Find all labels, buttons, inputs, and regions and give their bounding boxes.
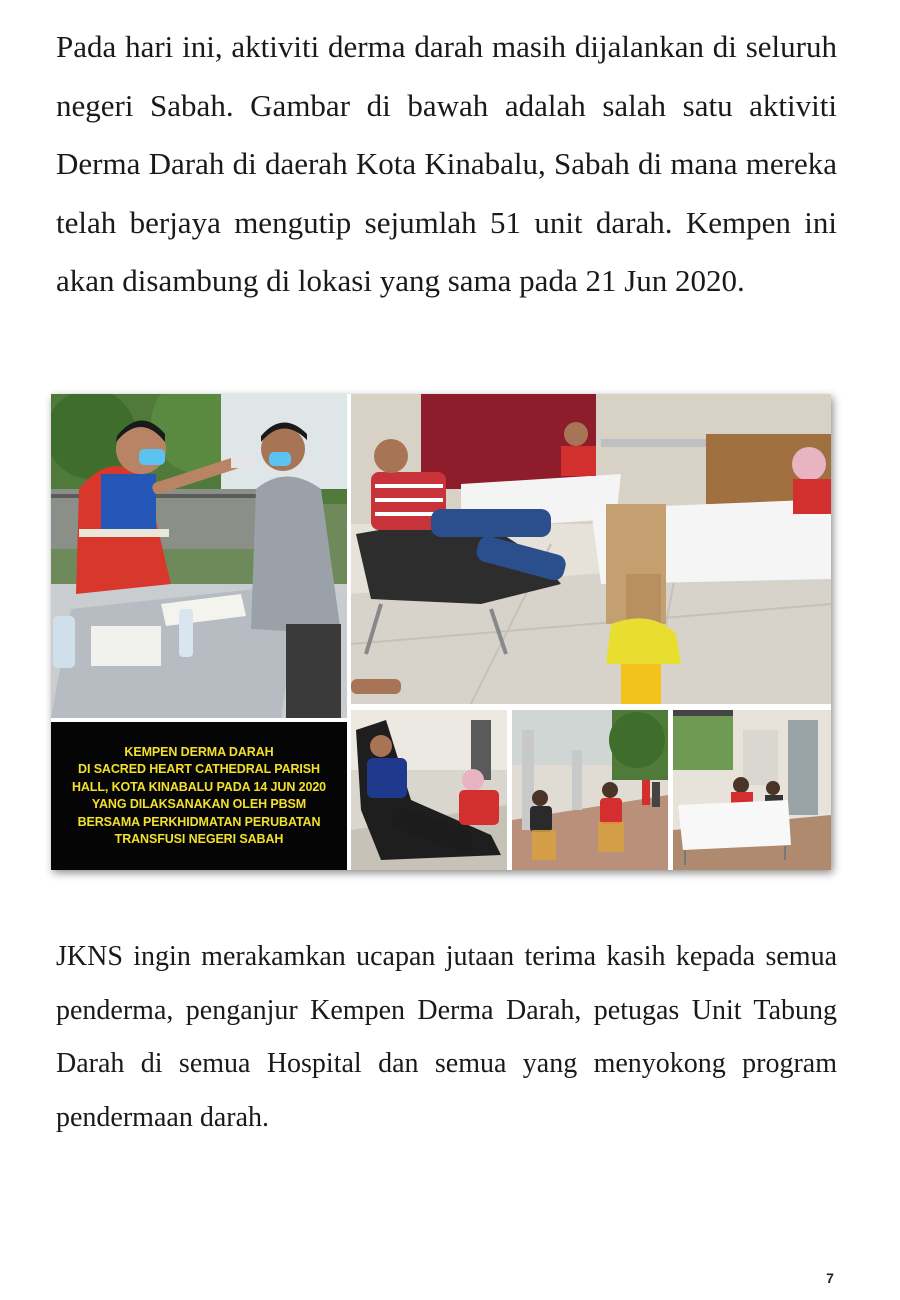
donation-hall-photo <box>351 394 831 704</box>
registration-table-photo <box>673 710 831 870</box>
thanks-paragraph: JKNS ingin merakamkan ucapan jutaan terima kasih kepada semua penderma, penganjur Kempen Derma Darah, petugas Unit Tabung Darah di semua Hospital dan semua yang menyokong program pendermaan darah. <box>56 941 837 1133</box>
photo-collage <box>51 394 831 870</box>
caption-box <box>51 722 347 870</box>
temperature-screening-photo <box>51 394 347 718</box>
donor-on-chair-photo <box>351 710 507 870</box>
page-number: 7 <box>826 1270 834 1286</box>
waiting-area-photo <box>512 710 668 870</box>
caption-text: KEMPEN DERMA DARAH DI SACRED HEART CATHEDRAL PARISH HALL, KOTA KINABALU PADA 14 JUN 2020 YANG DILAKSANAKAN OLEH PBSM BERSAMA PERKHIDMATAN PERUBATAN TRANSFUSI NEGERI SABAH <box>71 744 327 846</box>
intro-paragraph: Pada hari ini, aktiviti derma darah masih dijalankan di seluruh negeri Sabah. Gambar di bawah adalah salah satu aktiviti Derma Darah di daerah Kota Kinabalu, Sabah di mana mereka telah berjaya mengutip sejumlah 51 unit darah. Kempen ini akan disambung di lokasi yang sama pada 21 Jun 2020. <box>56 29 837 298</box>
